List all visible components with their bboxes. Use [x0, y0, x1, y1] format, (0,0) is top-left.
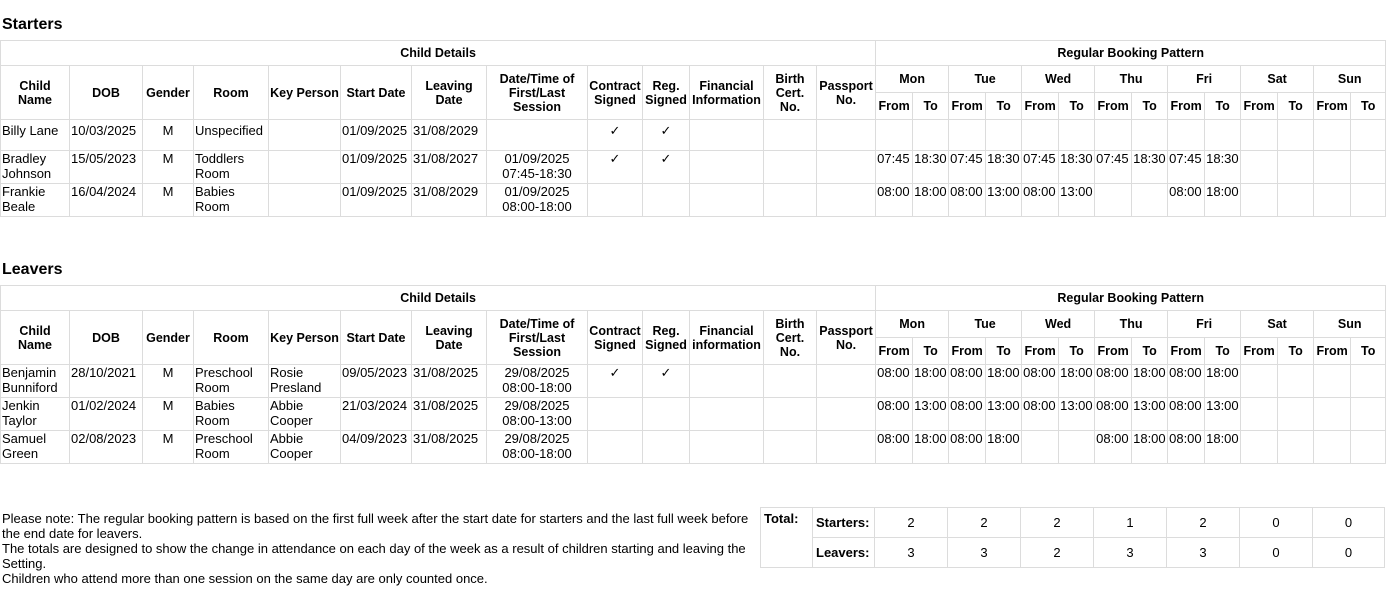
- cell-to-time: [1351, 151, 1386, 184]
- cell-to-time: [1059, 431, 1095, 464]
- cell-from-time: 08:00: [1168, 365, 1205, 398]
- cell-contract-signed: ✓: [588, 151, 643, 184]
- cell-financial: [690, 398, 764, 431]
- cell-room: Babies Room: [194, 184, 269, 217]
- cell-to-time: 13:00: [1059, 184, 1095, 217]
- cell-to-time: 13:00: [986, 184, 1022, 217]
- cell-key-person: Abbie Cooper: [269, 431, 341, 464]
- cell-from-time: [1095, 120, 1132, 151]
- cell-to-time: [1351, 184, 1386, 217]
- table-row: [1, 184, 1386, 217]
- total-starters-wed: 2: [1021, 508, 1094, 538]
- header-day: Thu: [1095, 66, 1168, 93]
- header-contract-signed: Contract Signed: [588, 66, 643, 120]
- table-row: [1, 398, 1386, 431]
- cell-financial: [690, 365, 764, 398]
- total-leavers-wed: 2: [1021, 538, 1094, 568]
- cell-to-time: [1132, 120, 1168, 151]
- note-line: Please note: The regular booking pattern is based on the first full week after the start date for starters and the last full week before the end date for leavers.: [2, 511, 749, 541]
- cell-from-time: 08:00: [876, 365, 913, 398]
- cell-from-time: [1095, 184, 1132, 217]
- cell-birth-cert: [764, 365, 817, 398]
- cell-leaving-date: 31/08/2029: [412, 120, 487, 151]
- cell-to-time: 18:00: [986, 431, 1022, 464]
- cell-leaving-date: 31/08/2025: [412, 431, 487, 464]
- cell-start-date: 21/03/2024: [341, 398, 412, 431]
- cell-reg-signed: [643, 398, 690, 431]
- cell-to-time: [1351, 431, 1386, 464]
- cell-from-time: 08:00: [1168, 184, 1205, 217]
- cell-from-time: [1241, 431, 1278, 464]
- cell-from-time: [1241, 120, 1278, 151]
- cell-room: Babies Room: [194, 398, 269, 431]
- table-row: [1, 365, 1386, 398]
- header-from: From: [1314, 338, 1351, 365]
- header-dob: DOB: [70, 66, 143, 120]
- header-to: To: [1132, 93, 1168, 120]
- cell-leaving-date: 31/08/2027: [412, 151, 487, 184]
- header-dob: DOB: [70, 311, 143, 365]
- totals-starters-label: Starters:: [813, 508, 875, 538]
- header-booking-pattern: Regular Booking Pattern: [876, 286, 1386, 311]
- cell-to-time: [913, 120, 949, 151]
- header-day: Sun: [1314, 311, 1386, 338]
- cell-from-time: [1241, 398, 1278, 431]
- cell-start-date: 09/05/2023: [341, 365, 412, 398]
- cell-financial: [690, 120, 764, 151]
- header-to: To: [1132, 338, 1168, 365]
- cell-to-time: 13:00: [1132, 398, 1168, 431]
- cell-from-time: 08:00: [1022, 184, 1059, 217]
- header-child-name: Child Name: [1, 66, 70, 120]
- total-starters-sun: 0: [1313, 508, 1385, 538]
- header-leaving-date: Leaving Date: [412, 311, 487, 365]
- cell-birth-cert: [764, 120, 817, 151]
- cell-to-time: 18:00: [913, 184, 949, 217]
- header-key-person: Key Person: [269, 311, 341, 365]
- cell-from-time: 08:00: [876, 398, 913, 431]
- cell-session: [487, 120, 588, 151]
- header-financial: Financial Information: [690, 66, 764, 120]
- header-day: Mon: [876, 311, 949, 338]
- total-starters-thu: 1: [1094, 508, 1167, 538]
- header-to: To: [1351, 93, 1386, 120]
- cell-from-time: 07:45: [1022, 151, 1059, 184]
- header-day: Wed: [1022, 311, 1095, 338]
- cell-to-time: [1278, 431, 1314, 464]
- cell-from-time: 08:00: [876, 184, 913, 217]
- leavers-table: [0, 285, 1386, 464]
- cell-key-person: [269, 184, 341, 217]
- total-leavers-tue: 3: [948, 538, 1021, 568]
- cell-birth-cert: [764, 431, 817, 464]
- cell-to-time: 18:00: [986, 365, 1022, 398]
- cell-key-person: [269, 120, 341, 151]
- cell-from-time: 08:00: [949, 398, 986, 431]
- cell-room: Preschool Room: [194, 365, 269, 398]
- cell-start-date: 04/09/2023: [341, 431, 412, 464]
- cell-financial: [690, 151, 764, 184]
- cell-room: Unspecified: [194, 120, 269, 151]
- cell-from-time: 08:00: [1022, 398, 1059, 431]
- cell-financial: [690, 184, 764, 217]
- cell-from-time: 08:00: [949, 184, 986, 217]
- header-from: From: [1241, 93, 1278, 120]
- cell-from-time: 08:00: [1095, 365, 1132, 398]
- header-from: From: [1314, 93, 1351, 120]
- header-room: Room: [194, 66, 269, 120]
- cell-to-time: 18:30: [913, 151, 949, 184]
- header-financial: Financial information: [690, 311, 764, 365]
- cell-from-time: [1022, 431, 1059, 464]
- cell-from-time: 08:00: [1168, 398, 1205, 431]
- cell-from-time: 08:00: [949, 365, 986, 398]
- header-start-date: Start Date: [341, 311, 412, 365]
- header-session: Date/Time of First/Last Session: [487, 66, 588, 120]
- cell-contract-signed: ✓: [588, 120, 643, 151]
- cell-from-time: 08:00: [1168, 431, 1205, 464]
- cell-from-time: 08:00: [1095, 398, 1132, 431]
- table-row: [1, 431, 1386, 464]
- cell-child-name: Samuel Green: [1, 431, 70, 464]
- cell-contract-signed: [588, 431, 643, 464]
- header-day: Wed: [1022, 66, 1095, 93]
- cell-dob: 28/10/2021: [70, 365, 143, 398]
- cell-gender: M: [143, 365, 194, 398]
- header-passport: Passport No.: [817, 311, 876, 365]
- cell-to-time: [1351, 120, 1386, 151]
- cell-passport: [817, 431, 876, 464]
- cell-session: 29/08/2025 08:00-13:00: [487, 398, 588, 431]
- header-to: To: [1351, 338, 1386, 365]
- cell-gender: M: [143, 120, 194, 151]
- cell-to-time: [1205, 120, 1241, 151]
- cell-from-time: [1022, 120, 1059, 151]
- cell-key-person: Abbie Cooper: [269, 398, 341, 431]
- cell-to-time: [1278, 398, 1314, 431]
- cell-to-time: 18:00: [1205, 365, 1241, 398]
- cell-passport: [817, 120, 876, 151]
- cell-from-time: [949, 120, 986, 151]
- cell-birth-cert: [764, 398, 817, 431]
- header-to: To: [986, 93, 1022, 120]
- header-day: Fri: [1168, 311, 1241, 338]
- cell-to-time: [986, 120, 1022, 151]
- note-line: Children who attend more than one session on the same day are only counted once.: [2, 571, 488, 586]
- footnote: [2, 511, 762, 586]
- header-start-date: Start Date: [341, 66, 412, 120]
- cell-to-time: 13:00: [1059, 398, 1095, 431]
- note-line: The totals are designed to show the change in attendance on each day of the week as a result of children starting and leaving the Setting.: [2, 541, 746, 571]
- header-birth-cert: Birth Cert. No.: [764, 311, 817, 365]
- cell-from-time: 08:00: [1095, 431, 1132, 464]
- cell-dob: 15/05/2023: [70, 151, 143, 184]
- header-gender: Gender: [143, 66, 194, 120]
- cell-child-name: Billy Lane: [1, 120, 70, 151]
- cell-to-time: [1278, 365, 1314, 398]
- cell-to-time: [1278, 184, 1314, 217]
- cell-passport: [817, 184, 876, 217]
- cell-to-time: [1351, 398, 1386, 431]
- cell-from-time: [1314, 365, 1351, 398]
- cell-from-time: [1314, 151, 1351, 184]
- header-to: To: [986, 338, 1022, 365]
- cell-leaving-date: 31/08/2029: [412, 184, 487, 217]
- cell-to-time: 18:00: [1205, 431, 1241, 464]
- totals-table: [760, 507, 1385, 568]
- header-to: To: [913, 93, 949, 120]
- cell-reg-signed: ✓: [643, 365, 690, 398]
- header-from: From: [949, 338, 986, 365]
- cell-child-name: Bradley Johnson: [1, 151, 70, 184]
- cell-to-time: 18:30: [1059, 151, 1095, 184]
- cell-to-time: 18:00: [1132, 431, 1168, 464]
- total-leavers-thu: 3: [1094, 538, 1167, 568]
- cell-from-time: 08:00: [949, 431, 986, 464]
- header-booking-pattern: Regular Booking Pattern: [876, 41, 1386, 66]
- cell-room: Preschool Room: [194, 431, 269, 464]
- cell-financial: [690, 431, 764, 464]
- total-leavers-mon: 3: [875, 538, 948, 568]
- cell-from-time: [1241, 184, 1278, 217]
- cell-to-time: 18:00: [913, 365, 949, 398]
- header-birth-cert: Birth Cert. No.: [764, 66, 817, 120]
- cell-birth-cert: [764, 151, 817, 184]
- total-leavers-sun: 0: [1313, 538, 1385, 568]
- cell-start-date: 01/09/2025: [341, 120, 412, 151]
- header-room: Room: [194, 311, 269, 365]
- cell-to-time: 18:00: [1205, 184, 1241, 217]
- cell-passport: [817, 365, 876, 398]
- header-day: Sun: [1314, 66, 1386, 93]
- header-to: To: [913, 338, 949, 365]
- leavers-title: Leavers: [2, 261, 63, 278]
- cell-to-time: 13:00: [1205, 398, 1241, 431]
- cell-to-time: [1351, 365, 1386, 398]
- header-gender: Gender: [143, 311, 194, 365]
- cell-to-time: 18:00: [913, 431, 949, 464]
- cell-to-time: 18:00: [1132, 365, 1168, 398]
- header-child-details: Child Details: [1, 41, 876, 66]
- cell-gender: M: [143, 398, 194, 431]
- cell-passport: [817, 398, 876, 431]
- header-from: From: [1095, 338, 1132, 365]
- header-from: From: [1095, 93, 1132, 120]
- cell-to-time: 18:30: [1205, 151, 1241, 184]
- header-from: From: [876, 338, 913, 365]
- cell-dob: 16/04/2024: [70, 184, 143, 217]
- cell-to-time: 18:30: [1132, 151, 1168, 184]
- cell-dob: 02/08/2023: [70, 431, 143, 464]
- header-to: To: [1059, 93, 1095, 120]
- cell-from-time: [1314, 398, 1351, 431]
- cell-session: 29/08/2025 08:00-18:00: [487, 365, 588, 398]
- cell-reg-signed: ✓: [643, 151, 690, 184]
- header-day: Thu: [1095, 311, 1168, 338]
- header-to: To: [1278, 93, 1314, 120]
- cell-key-person: Rosie Presland: [269, 365, 341, 398]
- total-starters-tue: 2: [948, 508, 1021, 538]
- header-from: From: [1168, 338, 1205, 365]
- cell-contract-signed: [588, 184, 643, 217]
- cell-child-name: Jenkin Taylor: [1, 398, 70, 431]
- cell-contract-signed: ✓: [588, 365, 643, 398]
- table-row: [1, 151, 1386, 184]
- cell-dob: 10/03/2025: [70, 120, 143, 151]
- cell-session: 01/09/2025 08:00-18:00: [487, 184, 588, 217]
- cell-from-time: 08:00: [1022, 365, 1059, 398]
- header-contract-signed: Contract Signed: [588, 311, 643, 365]
- cell-from-time: 07:45: [1168, 151, 1205, 184]
- header-reg-signed: Reg. Signed: [643, 311, 690, 365]
- header-child-details: Child Details: [1, 286, 876, 311]
- cell-from-time: 07:45: [876, 151, 913, 184]
- total-starters-fri: 2: [1167, 508, 1240, 538]
- header-day: Mon: [876, 66, 949, 93]
- header-to: To: [1059, 338, 1095, 365]
- header-day: Tue: [949, 311, 1022, 338]
- cell-gender: M: [143, 151, 194, 184]
- totals-label: Total:: [761, 508, 813, 568]
- cell-from-time: [1314, 431, 1351, 464]
- header-to: To: [1205, 338, 1241, 365]
- cell-to-time: 18:30: [986, 151, 1022, 184]
- cell-to-time: 13:00: [913, 398, 949, 431]
- total-starters-mon: 2: [875, 508, 948, 538]
- cell-from-time: [1314, 120, 1351, 151]
- cell-to-time: [1059, 120, 1095, 151]
- cell-session: 29/08/2025 08:00-18:00: [487, 431, 588, 464]
- cell-start-date: 01/09/2025: [341, 184, 412, 217]
- header-day: Fri: [1168, 66, 1241, 93]
- cell-from-time: 07:45: [949, 151, 986, 184]
- cell-leaving-date: 31/08/2025: [412, 365, 487, 398]
- header-from: From: [1168, 93, 1205, 120]
- header-from: From: [949, 93, 986, 120]
- header-day: Sat: [1241, 66, 1314, 93]
- starters-table: [0, 40, 1386, 217]
- cell-to-time: [1132, 184, 1168, 217]
- header-to: To: [1205, 93, 1241, 120]
- header-key-person: Key Person: [269, 66, 341, 120]
- header-day: Tue: [949, 66, 1022, 93]
- table-row: [1, 120, 1386, 151]
- cell-room: Toddlers Room: [194, 151, 269, 184]
- total-leavers-fri: 3: [1167, 538, 1240, 568]
- cell-contract-signed: [588, 398, 643, 431]
- cell-to-time: [1278, 120, 1314, 151]
- cell-reg-signed: ✓: [643, 120, 690, 151]
- cell-reg-signed: [643, 184, 690, 217]
- cell-dob: 01/02/2024: [70, 398, 143, 431]
- cell-gender: M: [143, 184, 194, 217]
- header-from: From: [1022, 338, 1059, 365]
- header-leaving-date: Leaving Date: [412, 66, 487, 120]
- starters-title: Starters: [2, 16, 63, 33]
- cell-child-name: Frankie Beale: [1, 184, 70, 217]
- cell-reg-signed: [643, 431, 690, 464]
- header-day: Sat: [1241, 311, 1314, 338]
- header-session: Date/Time of First/Last Session: [487, 311, 588, 365]
- header-from: From: [1241, 338, 1278, 365]
- cell-start-date: 01/09/2025: [341, 151, 412, 184]
- cell-to-time: 13:00: [986, 398, 1022, 431]
- cell-gender: M: [143, 431, 194, 464]
- total-starters-sat: 0: [1240, 508, 1313, 538]
- cell-session: 01/09/2025 07:45-18:30: [487, 151, 588, 184]
- cell-from-time: [1241, 365, 1278, 398]
- cell-from-time: [1314, 184, 1351, 217]
- cell-birth-cert: [764, 184, 817, 217]
- cell-from-time: [876, 120, 913, 151]
- cell-to-time: 18:00: [1059, 365, 1095, 398]
- cell-from-time: 07:45: [1095, 151, 1132, 184]
- cell-child-name: Benjamin Bunniford: [1, 365, 70, 398]
- header-passport: Passport No.: [817, 66, 876, 120]
- header-child-name: Child Name: [1, 311, 70, 365]
- header-from: From: [1022, 93, 1059, 120]
- cell-key-person: [269, 151, 341, 184]
- cell-from-time: [1168, 120, 1205, 151]
- cell-from-time: 08:00: [876, 431, 913, 464]
- cell-from-time: [1241, 151, 1278, 184]
- header-to: To: [1278, 338, 1314, 365]
- cell-to-time: [1278, 151, 1314, 184]
- totals-leavers-label: Leavers:: [813, 538, 875, 568]
- cell-passport: [817, 151, 876, 184]
- header-reg-signed: Reg. Signed: [643, 66, 690, 120]
- total-leavers-sat: 0: [1240, 538, 1313, 568]
- header-from: From: [876, 93, 913, 120]
- cell-leaving-date: 31/08/2025: [412, 398, 487, 431]
